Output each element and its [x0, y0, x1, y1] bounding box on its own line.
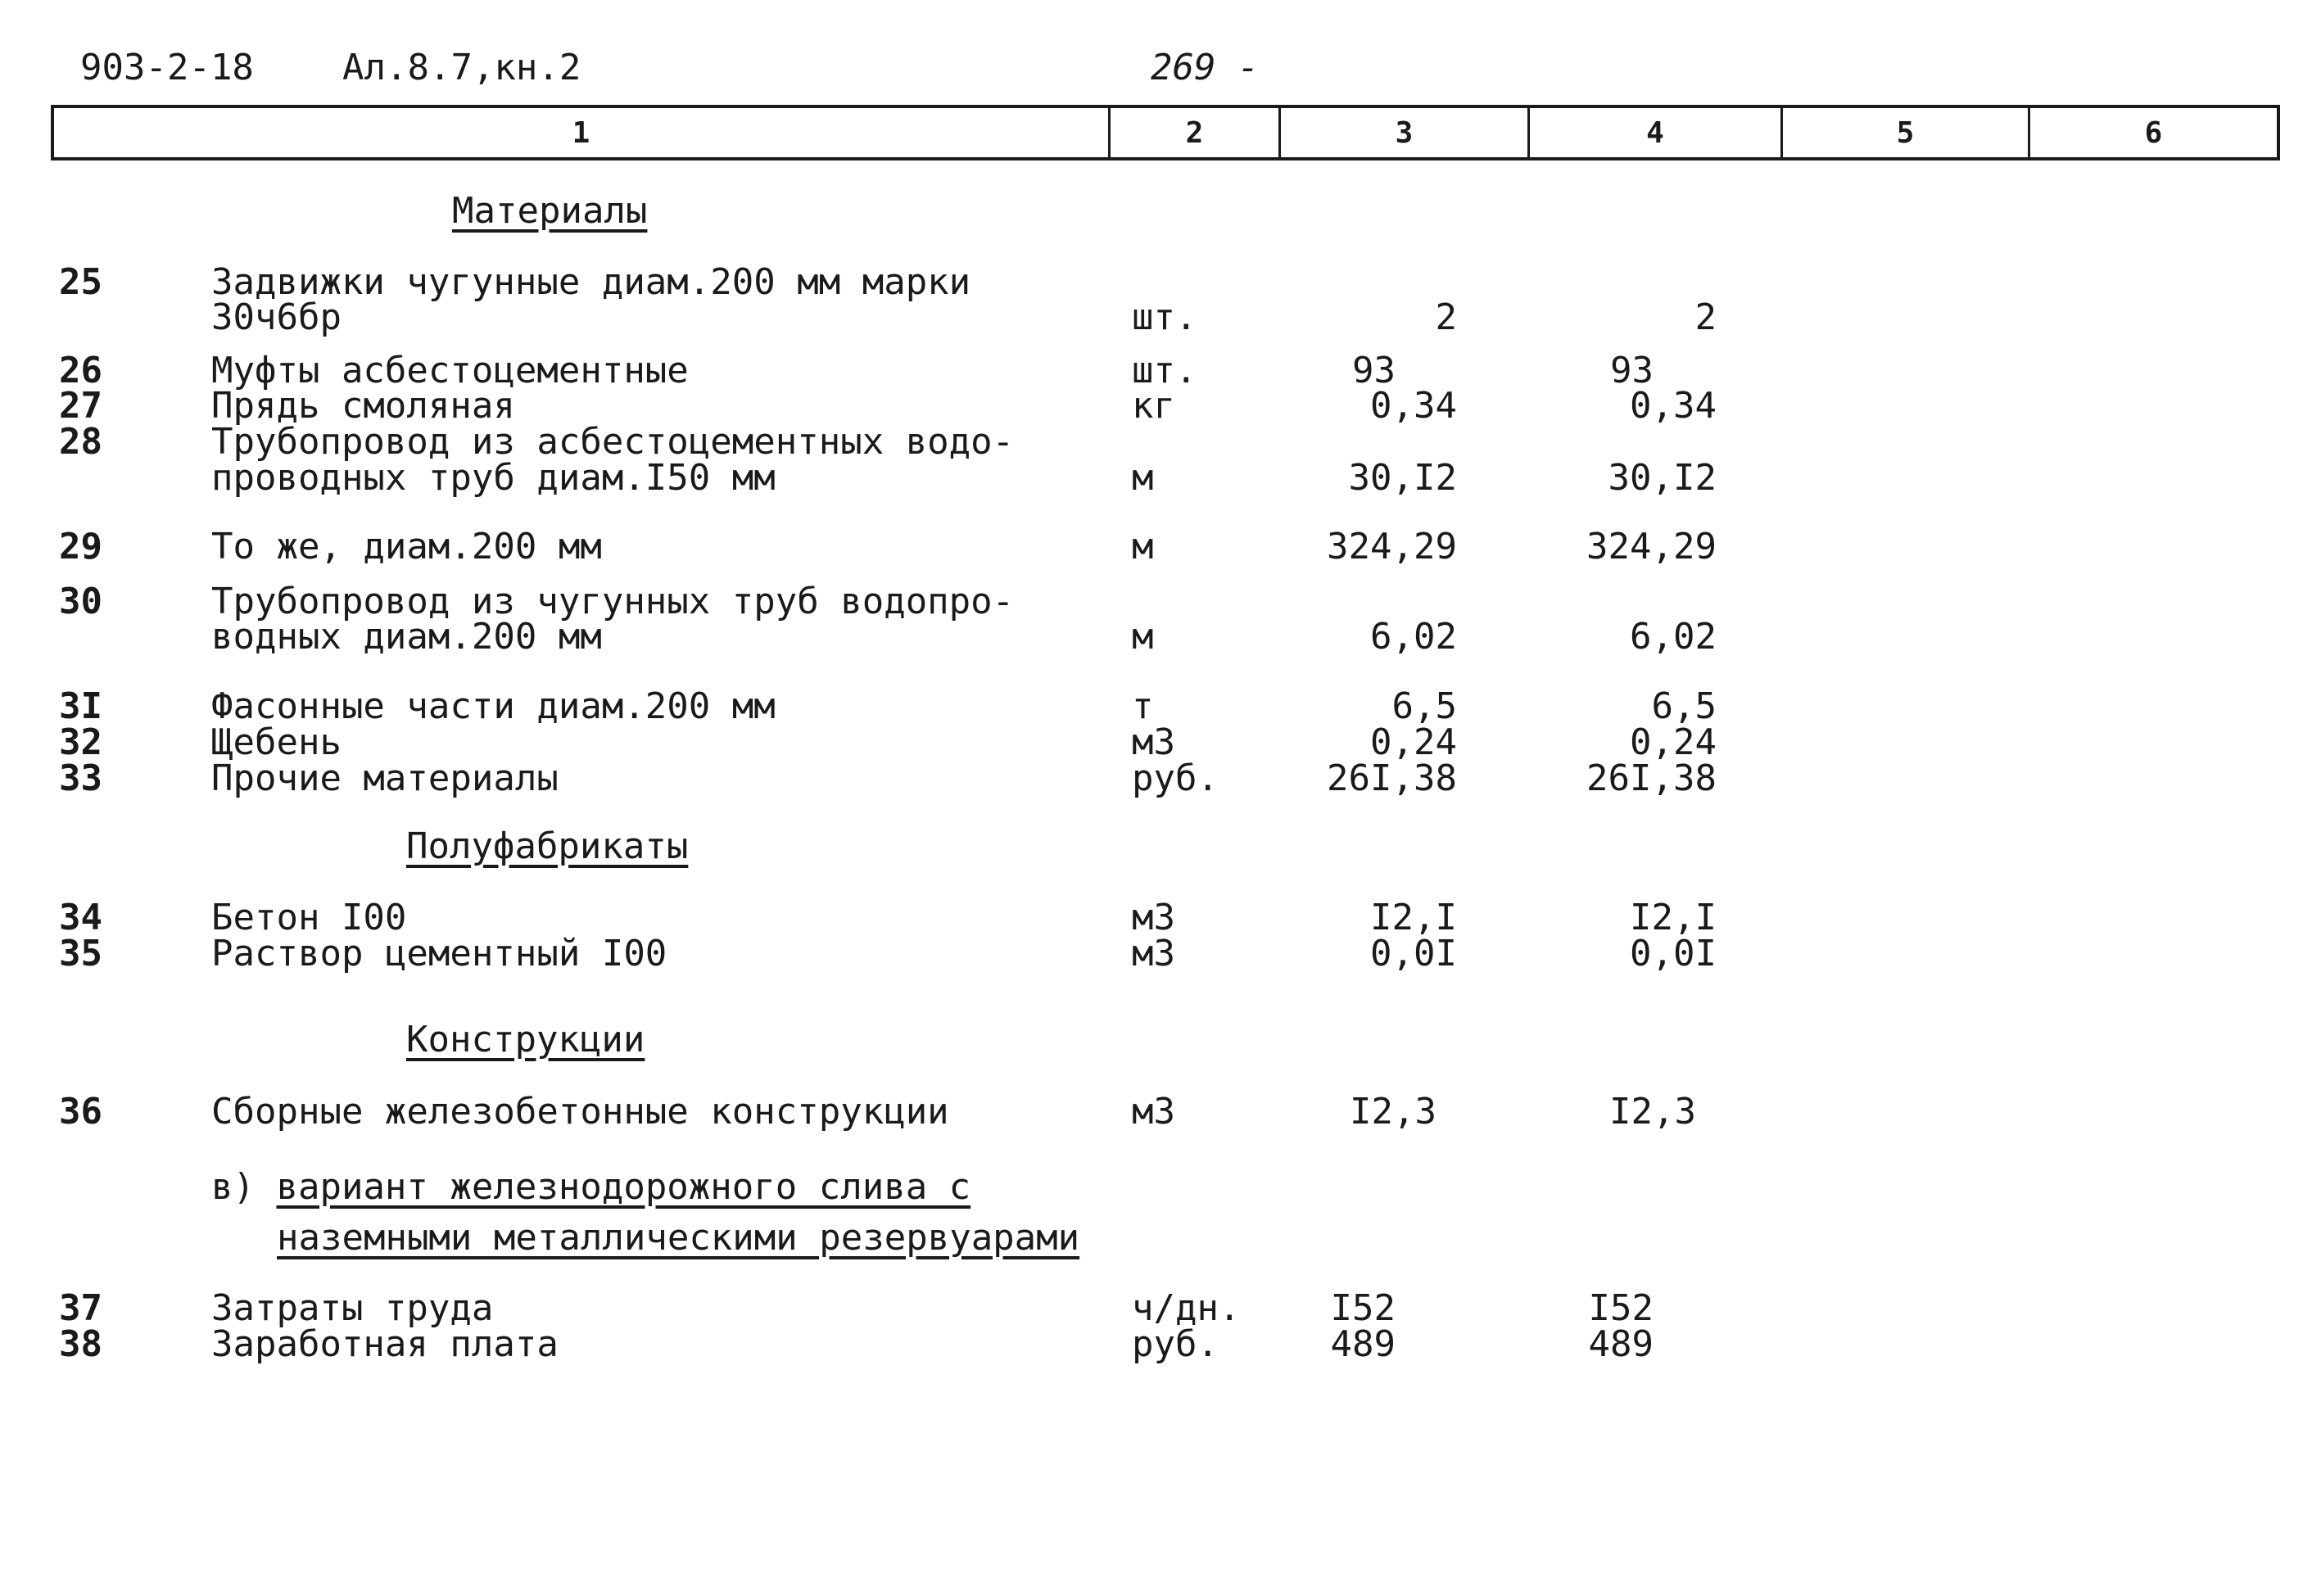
row-name: Фасонные части диам.200 мм	[211, 685, 776, 727]
variant-heading-line2	[277, 1214, 1079, 1262]
column-number-4: 4	[1530, 108, 1783, 157]
row-number: 35	[59, 933, 102, 974]
table-row	[0, 1093, 2321, 1131]
row-value-col4: I2,I	[1630, 897, 1717, 938]
row-unit: м	[1132, 526, 1154, 567]
column-number-1: 1	[54, 108, 1111, 157]
row-value-col4: 26I,38	[1586, 757, 1717, 799]
table-row	[0, 387, 2321, 425]
table-row-continuation	[0, 618, 2321, 656]
row-value-col3: I2,3	[1350, 1091, 1436, 1133]
row-name: Бетон I00	[211, 897, 407, 938]
row-value-col4: 6,5	[1651, 685, 1717, 727]
section-heading-materials: Материалы	[452, 190, 648, 232]
row-value-col4: 30,I2	[1608, 457, 1717, 499]
row-value-col4: I2,3	[1609, 1091, 1696, 1133]
row-name: То же, диам.200 мм	[211, 526, 602, 567]
row-value-col3: 0,34	[1370, 385, 1457, 427]
table-row-continuation	[0, 459, 2321, 497]
row-unit: кг	[1132, 385, 1175, 427]
row-number: 3I	[59, 685, 102, 727]
table-row	[0, 685, 2321, 727]
row-value-col3: 6,02	[1370, 616, 1457, 658]
row-unit: м	[1132, 616, 1154, 658]
row-value-col3: 324,29	[1327, 526, 1457, 567]
row-value-col4: I52	[1588, 1287, 1654, 1329]
table-row	[0, 528, 2321, 566]
row-name: Прядь смоляная	[211, 385, 515, 427]
row-name: Трубопровод из асбестоцементных водо-	[211, 421, 1015, 463]
doc-number: 903-2-18	[80, 47, 254, 88]
row-name: Задвижки чугунные диам.200 мм марки	[211, 261, 971, 303]
row-unit: руб.	[1132, 1323, 1219, 1365]
row-name: Сборные железобетонные конструкции	[211, 1091, 949, 1133]
column-number-2: 2	[1111, 108, 1281, 157]
row-number: 34	[59, 897, 102, 938]
variant-title-line1: вариант железнодорожного слива с	[276, 1166, 971, 1208]
table-row	[0, 899, 2321, 937]
table-row	[0, 1287, 2321, 1329]
row-unit: м	[1132, 457, 1154, 499]
row-unit: шт.	[1132, 350, 1197, 391]
album-reference: Ал.8.7,кн.2	[342, 47, 581, 88]
table-row	[0, 1323, 2321, 1365]
row-value-col3: I2,I	[1370, 897, 1457, 938]
row-value-col3: 0,0I	[1370, 933, 1457, 974]
row-value-col4: 93	[1610, 350, 1654, 391]
row-name: 30ч6бр	[211, 296, 342, 338]
row-number: 32	[59, 721, 102, 763]
row-number: 33	[59, 757, 102, 799]
row-value-col3: 2	[1435, 296, 1457, 338]
column-number-bar	[51, 105, 2280, 161]
table-row	[0, 721, 2321, 763]
row-number: 28	[59, 421, 102, 463]
row-value-col4: 2	[1694, 296, 1717, 338]
row-value-col4: 324,29	[1586, 526, 1717, 567]
row-value-col3: 30,I2	[1348, 457, 1457, 499]
row-value-col4: 489	[1588, 1323, 1654, 1365]
row-value-col4: 6,02	[1630, 616, 1717, 658]
row-unit: м3	[1132, 721, 1175, 763]
row-number: 30	[59, 581, 102, 622]
row-name: Заработная плата	[211, 1323, 559, 1365]
column-number-3: 3	[1281, 108, 1530, 157]
column-number-6: 6	[2144, 115, 2163, 150]
row-value-col4: 0,0I	[1630, 933, 1717, 974]
row-value-col3: I52	[1330, 1287, 1396, 1329]
row-name: Муфты асбестоцементные	[211, 350, 689, 391]
row-name: Щебень	[211, 721, 342, 763]
variant-marker: в)	[211, 1166, 255, 1208]
row-unit: м3	[1132, 933, 1175, 974]
row-value-col3: 26I,38	[1327, 757, 1457, 799]
row-number: 26	[59, 350, 102, 391]
table-row-continuation	[0, 296, 2321, 338]
row-number: 37	[59, 1287, 102, 1329]
table-row	[0, 757, 2321, 799]
row-name: Прочие материалы	[211, 757, 559, 799]
row-name: водных диам.200 мм	[211, 616, 602, 658]
column-number-5: 5	[1783, 108, 2030, 157]
row-name: проводных труб диам.I50 мм	[211, 457, 776, 499]
row-value-col4: 0,34	[1630, 385, 1717, 427]
row-unit: т	[1132, 685, 1154, 727]
row-value-col3: 93	[1352, 350, 1396, 391]
row-value-col3: 489	[1330, 1323, 1396, 1365]
row-number: 29	[59, 526, 102, 567]
page-number: 269 -	[1151, 47, 1260, 88]
row-name: Раствор цементный I00	[211, 933, 667, 974]
row-unit: руб.	[1132, 757, 1219, 799]
row-name: Трубопровод из чугунных труб водопро-	[211, 581, 1015, 622]
row-unit: м3	[1132, 897, 1175, 938]
row-unit: м3	[1132, 1091, 1175, 1133]
table-row	[0, 935, 2321, 973]
row-number: 25	[59, 261, 102, 303]
row-unit: ч/дн.	[1132, 1287, 1241, 1329]
row-number: 27	[59, 385, 102, 427]
variant-heading-line1	[211, 1164, 970, 1211]
section-heading-structures: Конструкции	[406, 1019, 645, 1060]
table-row	[0, 423, 2321, 461]
row-value-col3: 6,5	[1391, 685, 1457, 727]
row-unit: шт.	[1132, 296, 1197, 338]
row-value-col3: 0,24	[1370, 721, 1457, 763]
row-name: Затраты труда	[211, 1287, 494, 1329]
section-heading-semi-finished: Полуфабрикаты	[406, 825, 689, 867]
row-number: 38	[59, 1323, 102, 1365]
row-value-col4: 0,24	[1630, 721, 1717, 763]
variant-title-line2: наземными металлическими резервуарами	[277, 1217, 1080, 1259]
row-number: 36	[59, 1091, 102, 1133]
